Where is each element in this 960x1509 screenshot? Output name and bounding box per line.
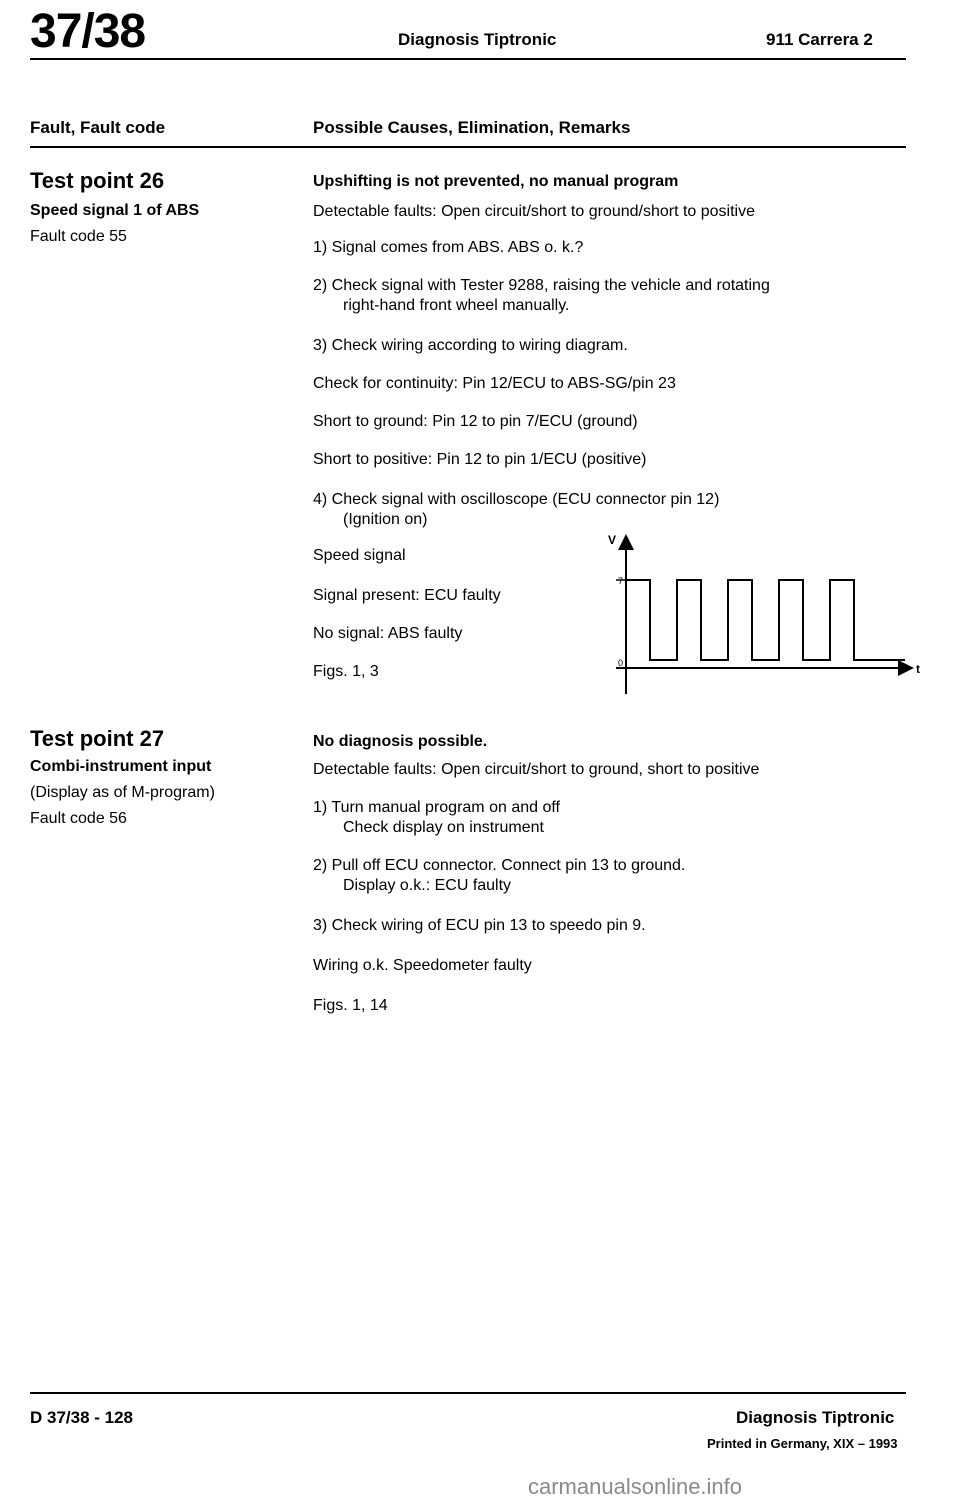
tp26-step1: 1) Signal comes from ABS. ABS o. k.? (313, 239, 584, 256)
section-number: 37/38 (30, 5, 146, 58)
tp26-short-positive: Short to positive: Pin 12 to pin 1/ECU (positive) (313, 451, 647, 468)
tp27-step1-line1: 1) Turn manual program on and off (313, 799, 560, 816)
tp27-step3: 3) Check wiring of ECU pin 13 to speedo pin 9. (313, 917, 646, 934)
test-point-26-fault-code: Fault code 55 (30, 228, 127, 245)
test-point-27-subtitle: Combi-instrument input (30, 758, 212, 775)
tp26-no-signal: No signal: ABS faulty (313, 625, 463, 642)
footer-printed: Printed in Germany, XIX – 1993 (707, 1436, 898, 1451)
tp26-step4-line1: 4) Check signal with oscilloscope (ECU connector pin 12) (313, 491, 720, 508)
tp27-figs: Figs. 1, 14 (313, 997, 388, 1014)
tp26-step4-line2: (Ignition on) (343, 511, 428, 528)
test-point-27-fault-code: Fault code 56 (30, 810, 127, 827)
footer-rule (30, 1392, 906, 1394)
tp26-detectable: Detectable faults: Open circuit/short to ground/short to positive (313, 203, 756, 220)
tp27-step2 (313, 856, 685, 896)
tp27-step1 (313, 798, 560, 838)
column-header-causes: Possible Causes, Elimination, Remarks (313, 118, 631, 137)
tp26-step4 (313, 490, 719, 530)
tp26-step2-line2: right-hand front wheel manually. (343, 297, 570, 314)
tp27-step2-line1: 2) Pull off ECU connector. Connect pin 13 to ground. (313, 857, 686, 874)
column-header-rule (30, 146, 906, 148)
test-point-27-title: Test point 27 (30, 726, 165, 751)
footer-page-code: D 37/38 - 128 (30, 1408, 134, 1427)
column-header-fault: Fault, Fault code (30, 118, 166, 137)
tp26-heading: Upshifting is not prevented, no manual program (313, 173, 679, 190)
header-title: Diagnosis Tiptronic (398, 30, 557, 49)
test-point-26-title: Test point 26 (30, 168, 165, 193)
test-point-27-note: (Display as of M-program) (30, 784, 215, 801)
tp26-step3: 3) Check wiring according to wiring diagram. (313, 337, 628, 354)
tp26-continuity: Check for continuity: Pin 12/ECU to ABS-SG/pin 23 (313, 375, 676, 392)
tp26-figs: Figs. 1, 3 (313, 663, 379, 680)
x-axis-label: t (916, 662, 920, 676)
watermark: carmanualsonline.info (528, 1474, 743, 1499)
footer-title: Diagnosis Tiptronic (736, 1408, 895, 1427)
tp26-step2-line1: 2) Check signal with Tester 9288, raising the vehicle and rotating (313, 277, 770, 294)
header-model: 911 Carrera 2 (766, 30, 873, 49)
tp26-speed-signal: Speed signal (313, 547, 406, 564)
speed-signal-waveform (590, 528, 930, 698)
tp26-step2 (313, 276, 770, 316)
high-level-label: 7 (618, 576, 624, 586)
tp27-heading: No diagnosis possible. (313, 733, 488, 750)
tp27-detectable: Detectable faults: Open circuit/short to ground, short to positive (313, 761, 760, 778)
header-rule (30, 58, 906, 60)
y-axis-label: V (608, 533, 617, 547)
tp27-step2-line2: Display o.k.: ECU faulty (343, 877, 512, 894)
tp27-wiring: Wiring o.k. Speedometer faulty (313, 957, 532, 974)
square-wave-signal (626, 580, 905, 660)
pulse-train (626, 580, 905, 660)
tp26-signal-present: Signal present: ECU faulty (313, 587, 501, 604)
zero-level-label: 0 (618, 658, 624, 668)
tp26-short-ground: Short to ground: Pin 12 to pin 7/ECU (ground) (313, 413, 638, 430)
tp27-step1-line2: Check display on instrument (343, 819, 544, 836)
test-point-26-subtitle: Speed signal 1 of ABS (30, 202, 200, 219)
